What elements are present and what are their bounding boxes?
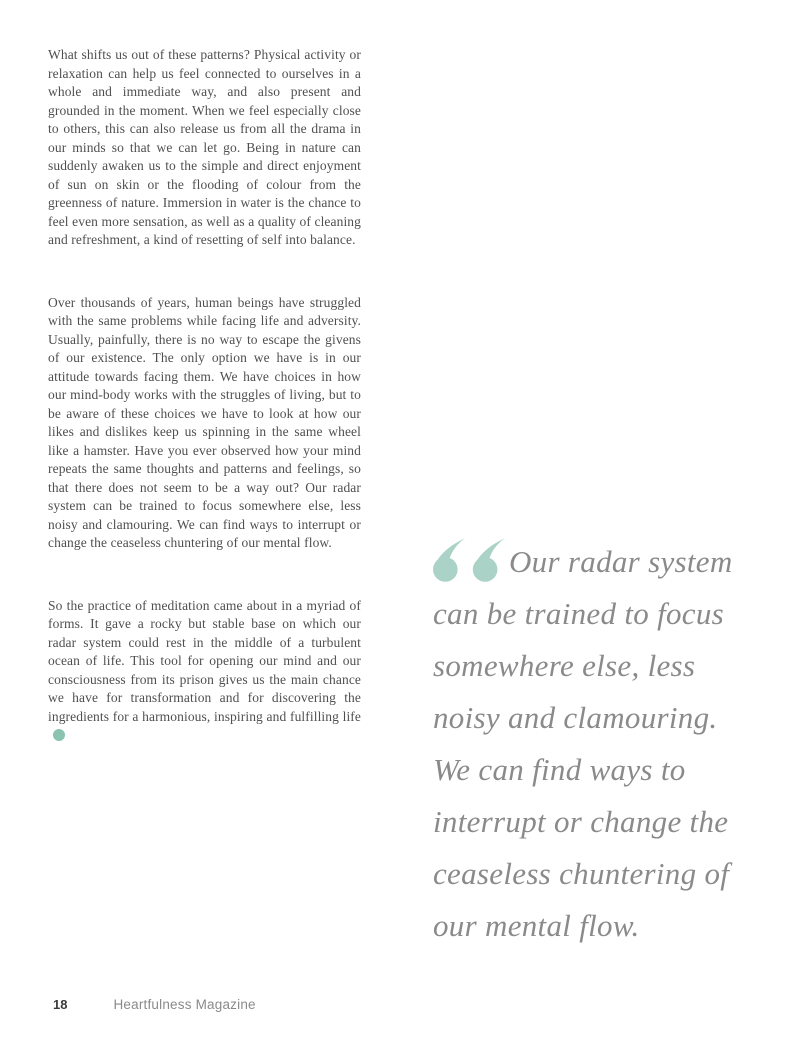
pull-quote-line: ceaseless chuntering of: [433, 856, 730, 891]
pull-quote-line: noisy and clamouring.: [433, 700, 718, 735]
pull-quote-line: can be trained to focus: [433, 596, 725, 631]
article-paragraph-3-text: So the practice of meditation came about in a myriad of forms. It gave a rocky but stable base on which our radar system could rest in the middle of a turbulent ocean of life. This tool for opening our mind and our consciousness from its prison gives us the main chance we have for transformation and for discovering the ingredients for a harmonious, inspiring and fulfilling life: [48, 597, 361, 724]
article-paragraph-2: Over thousands of years, human beings have struggled with the same problems while facing life and adversity. Usually, painfully, there is no way to escape the givens of our existence. The only option we have is in our attitude towards facing them. We have choices in how our mind-body works with the struggles of living, but to be aware of these choices we have to look at how our likes and dislikes keep us spinning in the same wheel like a hamster. Have you ever observed how your mind repeats the same thoughts and patterns and feelings, so that there does not seem to be a way out? Our radar system can be trained to focus somewhere else, less noisy and clamouring. We can find ways to interrupt or change the ceaseless chuntering of our mental flow.: [48, 294, 361, 550]
pull-quote: [433, 536, 763, 952]
pull-quote-line: We can find ways to: [433, 752, 686, 787]
quote-icon: [433, 538, 505, 582]
page-number: 18: [53, 997, 68, 1012]
end-of-article-dot-icon: [53, 729, 65, 741]
article-paragraph-3: [48, 597, 361, 745]
pull-quote-line: somewhere else, less: [433, 648, 696, 683]
pull-quote-line: Our radar system: [509, 544, 733, 579]
magazine-name: Heartfulness Magazine: [113, 997, 256, 1012]
article-paragraph-1: What shifts us out of these patterns? Physical activity or relaxation can help us feel connected to ourselves in a whole and immediate way, and also present and grounded in the moment. When we feel especially close to others, this can also release us from all the drama in our minds so that we can let go. Being in nature can suddenly awaken us to the simple and direct enjoyment of sun on skin or the flooding of colour from the greenness of nature. Immersion in water is the chance to feel even more sensation, as well as a quality of cleaning and refreshment, a kind of resetting of self into balance.: [48, 47, 361, 247]
article-body: [48, 46, 361, 745]
pull-quote-line: our mental flow.: [433, 908, 640, 943]
pull-quote-line: interrupt or change the: [433, 804, 729, 839]
page-footer: [53, 997, 256, 1012]
